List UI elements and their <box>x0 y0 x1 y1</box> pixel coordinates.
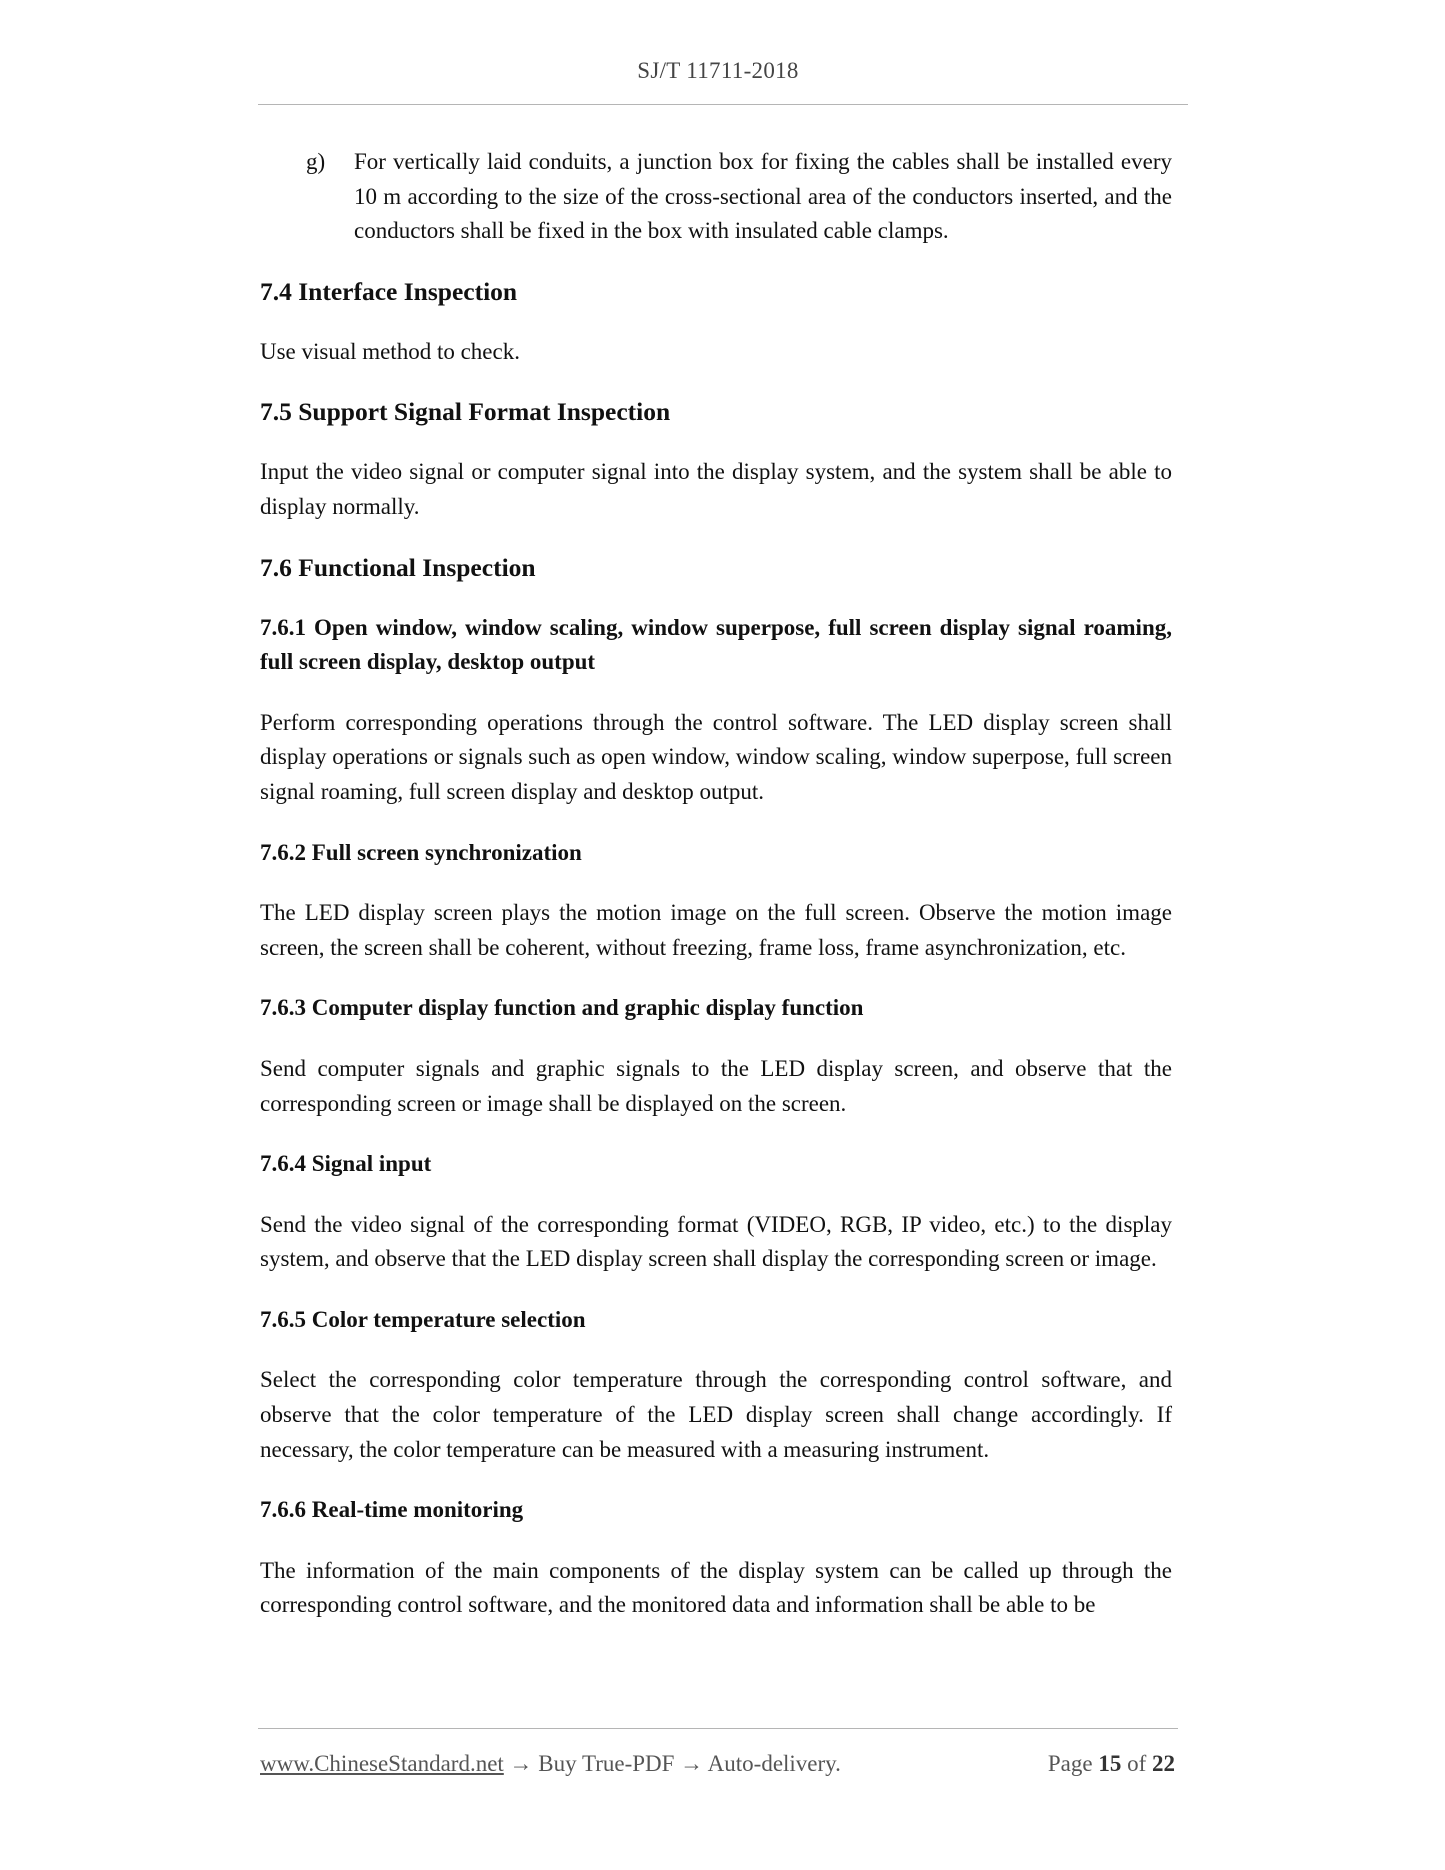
subsection-heading-7-6-5: 7.6.5 Color temperature selection <box>260 1306 586 1332</box>
subsection-text-7-6-5: Select the corresponding color temperature through the corresponding control software, and observe that the color temperature of the LED display screen shall change accordingly. If necessary, the color temperature can be measured with a measuring instrument. <box>260 1367 1172 1462</box>
section-heading-7-4: 7.4 Interface Inspection <box>260 276 518 306</box>
section-heading-7-5: 7.5 Support Signal Format Inspection <box>260 397 671 427</box>
footer-promo-text: → Buy True-PDF → Auto-delivery. <box>503 1751 841 1776</box>
website-link[interactable]: www.ChineseStandard.net <box>260 1751 504 1776</box>
list-item-g <box>306 145 1172 249</box>
footer-divider <box>258 1728 1178 1729</box>
page-total: 22 <box>1152 1751 1175 1776</box>
subsection-heading-7-6-3: 7.6.3 Computer display function and graphic display function <box>260 995 864 1021</box>
footer-promo <box>260 1751 841 1777</box>
subsection-heading-7-6-1: 7.6.1 Open window, window scaling, window superpose, full screen display signal roaming, full screen display, desktop output <box>260 614 1172 675</box>
page-label: Page <box>1047 1751 1093 1776</box>
page-number <box>1048 1751 1175 1777</box>
subsection-text-7-6-4: Send the video signal of the corresponding format (VIDEO, RGB, IP video, etc.) to the display system, and observe that the LED display screen shall display the corresponding screen or image. <box>260 1211 1172 1272</box>
list-marker: g) <box>306 149 326 174</box>
subsection-text-7-6-2: The LED display screen plays the motion image on the full screen. Observe the motion image screen, the screen shall be coherent, without freezing, frame loss, frame asynchronization, etc. <box>260 900 1172 960</box>
subsection-heading-7-6-4: 7.6.4 Signal input <box>260 1151 432 1177</box>
page-current: 15 <box>1098 1751 1122 1776</box>
section-heading-7-6: 7.6 Functional Inspection <box>260 552 536 582</box>
subsection-heading-7-6-6: 7.6.6 Real-time monitoring <box>260 1497 524 1523</box>
subsection-heading-7-6-2: 7.6.2 Full screen synchronization <box>260 839 582 865</box>
subsection-text-7-6-3: Send computer signals and graphic signals to the LED display screen, and observe that the corresponding screen or image shall be displayed on the screen. <box>260 1055 1172 1116</box>
page-of-label: of <box>1127 1751 1147 1776</box>
section-text-7-4: Use visual method to check. <box>260 338 520 364</box>
running-header: SJ/T 11711-2018 <box>637 58 799 83</box>
subsection-text-7-6-6: The information of the main components of the display system can be called up through the corresponding control software, and the monitored data and information shall be able to be <box>260 1557 1172 1618</box>
header-divider <box>258 104 1188 105</box>
document-body <box>260 145 1172 1649</box>
list-item-text: For vertically laid conduits, a junction box for fixing the cables shall be installed every 10 m according to the size of the cross-sectional area of the conductors inserted, and the conductors shall be fixed in the box with insulated cable clamps. <box>354 149 1172 244</box>
section-text-7-5: Input the video signal or computer signal into the display system, and the system shall be able to display normally. <box>260 459 1172 519</box>
subsection-text-7-6-1: Perform corresponding operations through the control software. The LED display screen shall display operations or signals such as open window, window scaling, window superpose, full screen signal roaming, full screen display and desktop output. <box>260 709 1172 804</box>
